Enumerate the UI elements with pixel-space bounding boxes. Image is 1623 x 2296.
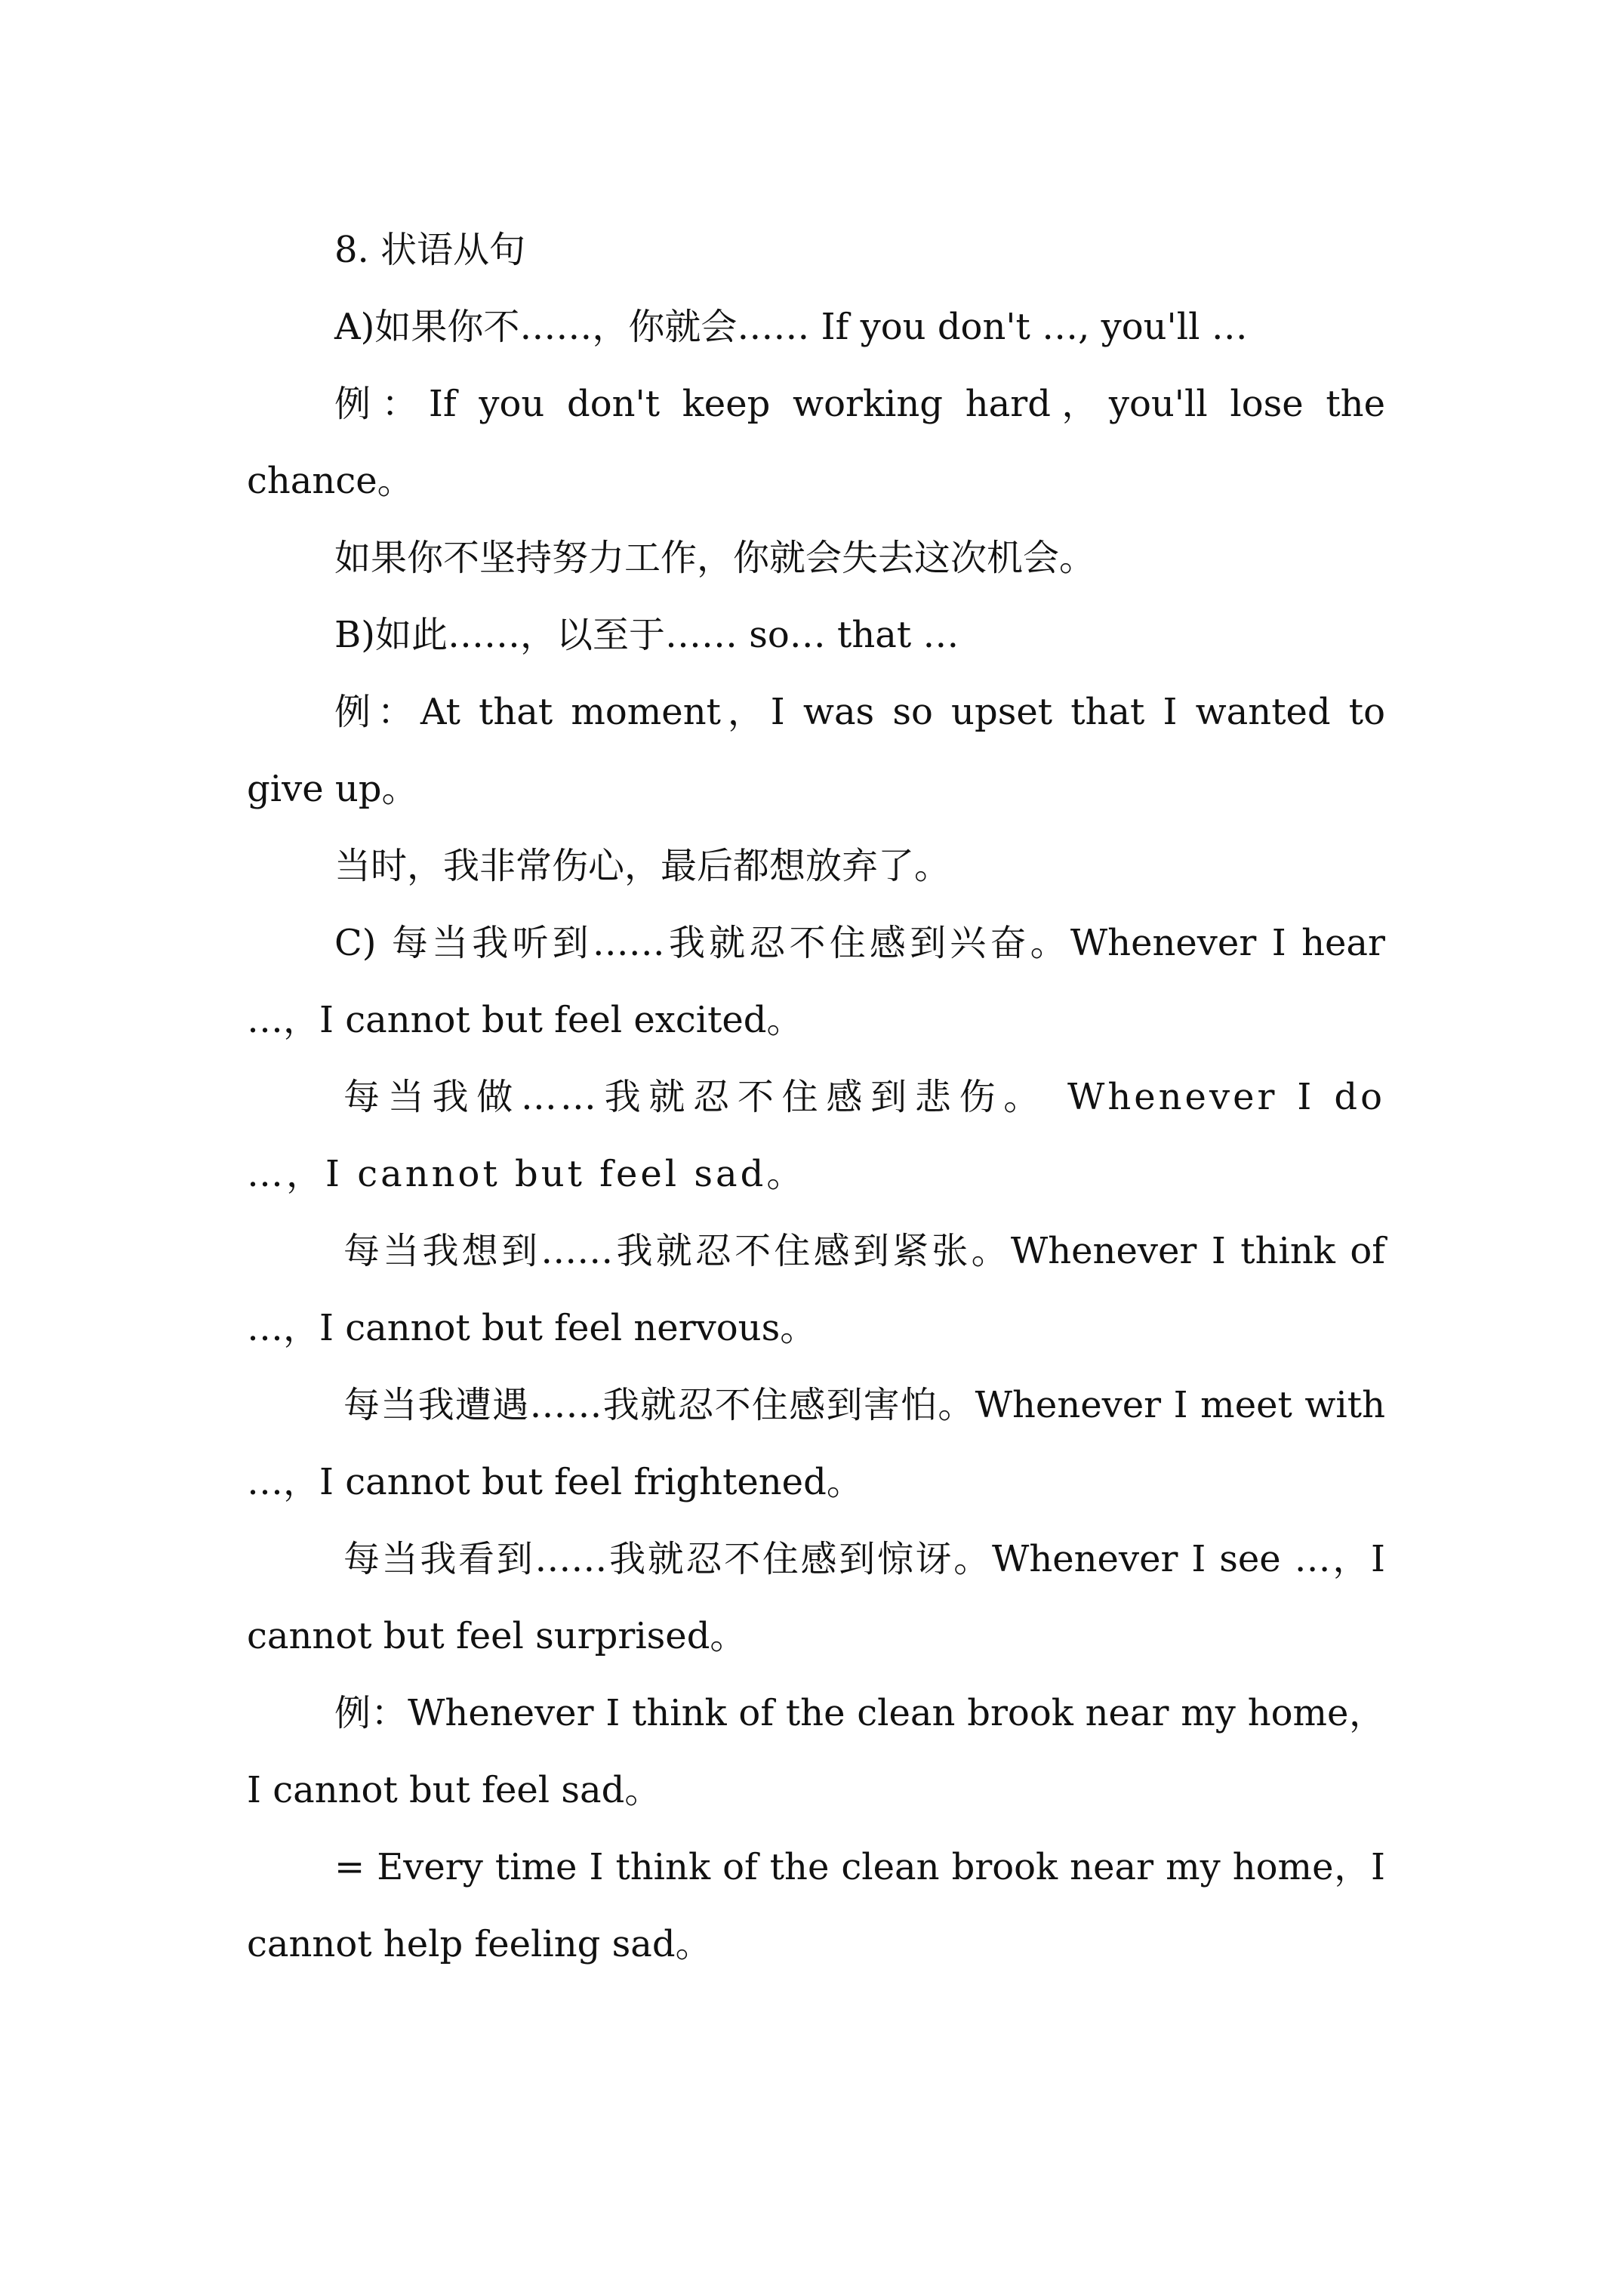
paragraph-c-meet: 每当我遭遇……我就忍不住感到害怕。Whenever I meet with …，I cannot but feel frightened。 [247,1384,1385,1503]
paragraph-a-translation: 如果你不坚持努力工作，你就会失去这次机会。 [334,537,1096,579]
paragraph-c-hear: C) 每当我听到……我就忍不住感到兴奋。Whenever I hear …，I cannot but feel excited。 [247,922,1385,1041]
paragraph-a-pattern: A)如果你不……，你就会…… If you don't …, you'll … [334,306,1248,348]
paragraph-b-pattern: B)如此……，以至于…… so… that … [334,614,959,656]
paragraph-c-see: 每当我看到……我就忍不住感到惊讶。Whenever I see …，I cannot but feel surprised。 [247,1538,1385,1657]
paragraph-a-example: 例：If you don't keep working hard，you'll lose the chance。 [247,383,1385,502]
paragraph-b-example: 例：At that moment，I was so upset that I wanted to give up。 [247,691,1385,810]
paragraph-c-equivalent: = Every time I think of the clean brook near my home，I cannot help feeling sad。 [247,1846,1385,1965]
paragraph-b-translation: 当时，我非常伤心，最后都想放弃了。 [334,845,951,887]
document-body [247,211,1385,1983]
section-heading: 8. 状语从句 [334,229,526,271]
paragraph-c-do: 每当我做……我就忍不住感到悲伤。 Whenever I do …，I cannot but feel sad。 [247,1076,1385,1195]
paragraph-c-example: 例：Whenever I think of the clean brook near my home，I cannot but feel sad。 [247,1692,1385,1811]
paragraph-c-think: 每当我想到……我就忍不住感到紧张。Whenever I think of …，I cannot but feel nervous。 [247,1230,1385,1349]
